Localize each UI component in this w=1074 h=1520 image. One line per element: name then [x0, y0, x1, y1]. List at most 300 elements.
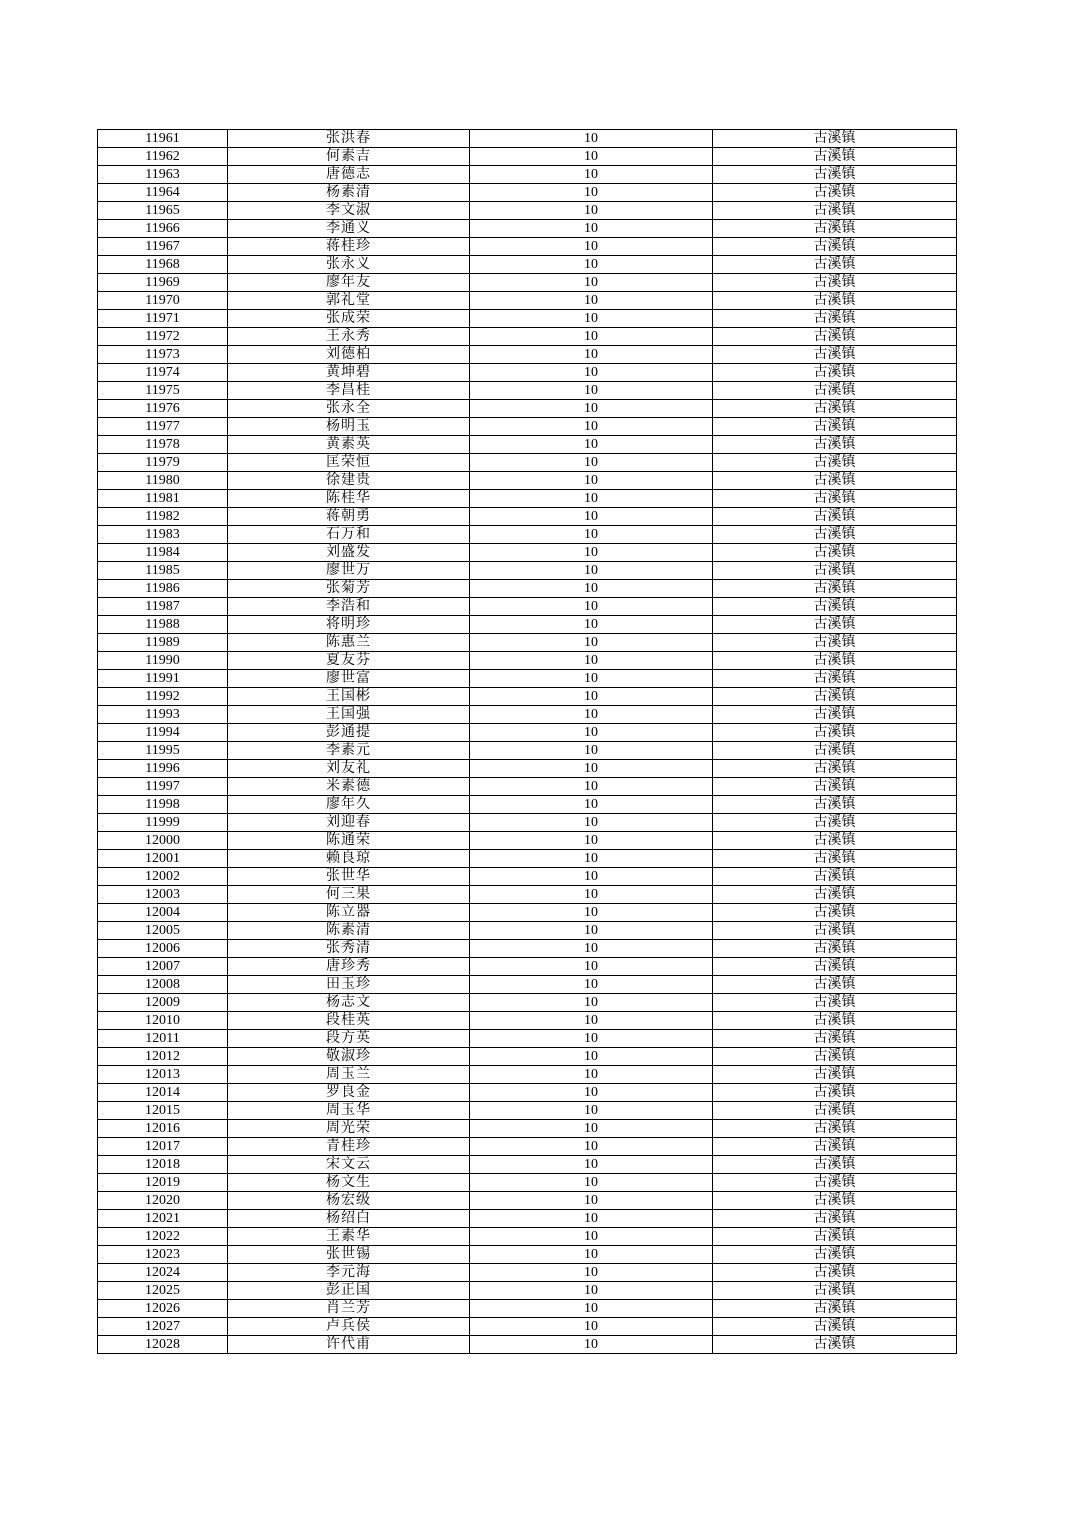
row-number-cell: 11976 — [98, 400, 228, 418]
name-cell: 张世锡 — [228, 1246, 470, 1264]
town-cell: 古溪镇 — [713, 778, 957, 796]
table-row — [98, 508, 957, 526]
row-number-cell: 12011 — [98, 1030, 228, 1048]
town-cell: 古溪镇 — [713, 310, 957, 328]
town-cell: 古溪镇 — [713, 1300, 957, 1318]
amount-cell: 10 — [470, 274, 713, 292]
amount-cell: 10 — [470, 706, 713, 724]
table-row — [98, 886, 957, 904]
town-cell: 古溪镇 — [713, 1192, 957, 1210]
table-row — [98, 526, 957, 544]
table-row — [98, 1318, 957, 1336]
amount-cell: 10 — [470, 1138, 713, 1156]
town-cell: 古溪镇 — [713, 202, 957, 220]
name-cell: 张洪春 — [228, 130, 470, 148]
town-cell: 古溪镇 — [713, 562, 957, 580]
town-cell: 古溪镇 — [713, 814, 957, 832]
name-cell: 肖兰芳 — [228, 1300, 470, 1318]
row-number-cell: 12015 — [98, 1102, 228, 1120]
amount-cell: 10 — [470, 508, 713, 526]
table-row — [98, 742, 957, 760]
row-number-cell: 11966 — [98, 220, 228, 238]
town-cell: 古溪镇 — [713, 670, 957, 688]
amount-cell: 10 — [470, 418, 713, 436]
name-cell: 王永秀 — [228, 328, 470, 346]
table-row — [98, 1192, 957, 1210]
table-row — [98, 400, 957, 418]
town-cell: 古溪镇 — [713, 742, 957, 760]
town-cell: 古溪镇 — [713, 1228, 957, 1246]
row-number-cell: 12013 — [98, 1066, 228, 1084]
table-row — [98, 1102, 957, 1120]
name-cell: 夏友芬 — [228, 652, 470, 670]
town-cell: 古溪镇 — [713, 1084, 957, 1102]
town-cell: 古溪镇 — [713, 1102, 957, 1120]
town-cell: 古溪镇 — [713, 598, 957, 616]
amount-cell: 10 — [470, 1228, 713, 1246]
town-cell: 古溪镇 — [713, 454, 957, 472]
table-row — [98, 364, 957, 382]
amount-cell: 10 — [470, 688, 713, 706]
name-cell: 李通义 — [228, 220, 470, 238]
amount-cell: 10 — [470, 1156, 713, 1174]
town-cell: 古溪镇 — [713, 256, 957, 274]
amount-cell: 10 — [470, 328, 713, 346]
name-cell: 李元海 — [228, 1264, 470, 1282]
name-cell: 刘德柏 — [228, 346, 470, 364]
row-number-cell: 11970 — [98, 292, 228, 310]
row-number-cell: 11995 — [98, 742, 228, 760]
row-number-cell: 11977 — [98, 418, 228, 436]
table-row — [98, 454, 957, 472]
town-cell: 古溪镇 — [713, 1048, 957, 1066]
name-cell: 杨文生 — [228, 1174, 470, 1192]
town-cell: 古溪镇 — [713, 148, 957, 166]
town-cell: 古溪镇 — [713, 1012, 957, 1030]
town-cell: 古溪镇 — [713, 238, 957, 256]
row-number-cell: 12026 — [98, 1300, 228, 1318]
row-number-cell: 12017 — [98, 1138, 228, 1156]
table-row — [98, 310, 957, 328]
amount-cell: 10 — [470, 886, 713, 904]
table-row — [98, 1084, 957, 1102]
amount-cell: 10 — [470, 670, 713, 688]
row-number-cell: 11993 — [98, 706, 228, 724]
amount-cell: 10 — [470, 454, 713, 472]
name-cell: 赖良琼 — [228, 850, 470, 868]
table-row — [98, 958, 957, 976]
name-cell: 杨绍白 — [228, 1210, 470, 1228]
name-cell: 张菊芳 — [228, 580, 470, 598]
amount-cell: 10 — [470, 1300, 713, 1318]
amount-cell: 10 — [470, 1084, 713, 1102]
amount-cell: 10 — [470, 1192, 713, 1210]
table-row — [98, 724, 957, 742]
amount-cell: 10 — [470, 472, 713, 490]
row-number-cell: 12027 — [98, 1318, 228, 1336]
amount-cell: 10 — [470, 904, 713, 922]
name-cell: 郭礼堂 — [228, 292, 470, 310]
amount-cell: 10 — [470, 976, 713, 994]
name-cell: 许代甫 — [228, 1336, 470, 1354]
table-row — [98, 238, 957, 256]
town-cell: 古溪镇 — [713, 1138, 957, 1156]
town-cell: 古溪镇 — [713, 976, 957, 994]
name-cell: 刘盛发 — [228, 544, 470, 562]
row-number-cell: 12000 — [98, 832, 228, 850]
table-row — [98, 328, 957, 346]
name-cell: 李昌桂 — [228, 382, 470, 400]
name-cell: 杨宏级 — [228, 1192, 470, 1210]
name-cell: 周玉华 — [228, 1102, 470, 1120]
amount-cell: 10 — [470, 310, 713, 328]
town-cell: 古溪镇 — [713, 1156, 957, 1174]
amount-cell: 10 — [470, 1030, 713, 1048]
row-number-cell: 12002 — [98, 868, 228, 886]
row-number-cell: 12009 — [98, 994, 228, 1012]
row-number-cell: 11996 — [98, 760, 228, 778]
town-cell: 古溪镇 — [713, 580, 957, 598]
town-cell: 古溪镇 — [713, 274, 957, 292]
name-cell: 李素元 — [228, 742, 470, 760]
table-row — [98, 598, 957, 616]
amount-cell: 10 — [470, 220, 713, 238]
name-cell: 李文淑 — [228, 202, 470, 220]
town-cell: 古溪镇 — [713, 994, 957, 1012]
town-cell: 古溪镇 — [713, 544, 957, 562]
amount-cell: 10 — [470, 868, 713, 886]
name-cell: 卢兵侯 — [228, 1318, 470, 1336]
town-cell: 古溪镇 — [713, 940, 957, 958]
row-number-cell: 11980 — [98, 472, 228, 490]
town-cell: 古溪镇 — [713, 184, 957, 202]
name-cell: 彭正国 — [228, 1282, 470, 1300]
town-cell: 古溪镇 — [713, 796, 957, 814]
name-cell: 杨素清 — [228, 184, 470, 202]
table-row — [98, 832, 957, 850]
amount-cell: 10 — [470, 724, 713, 742]
town-cell: 古溪镇 — [713, 220, 957, 238]
table-row — [98, 670, 957, 688]
row-number-cell: 11985 — [98, 562, 228, 580]
town-cell: 古溪镇 — [713, 364, 957, 382]
name-cell: 石万和 — [228, 526, 470, 544]
amount-cell: 10 — [470, 832, 713, 850]
amount-cell: 10 — [470, 400, 713, 418]
table-row — [98, 490, 957, 508]
row-number-cell: 12005 — [98, 922, 228, 940]
amount-cell: 10 — [470, 256, 713, 274]
town-cell: 古溪镇 — [713, 688, 957, 706]
name-cell: 张世华 — [228, 868, 470, 886]
row-number-cell: 12023 — [98, 1246, 228, 1264]
name-cell: 黄素英 — [228, 436, 470, 454]
amount-cell: 10 — [470, 796, 713, 814]
table-row — [98, 436, 957, 454]
row-number-cell: 11989 — [98, 634, 228, 652]
town-cell: 古溪镇 — [713, 1264, 957, 1282]
row-number-cell: 11965 — [98, 202, 228, 220]
name-cell: 陈通荣 — [228, 832, 470, 850]
amount-cell: 10 — [470, 544, 713, 562]
table-row — [98, 256, 957, 274]
table-row — [98, 850, 957, 868]
row-number-cell: 11984 — [98, 544, 228, 562]
town-cell: 古溪镇 — [713, 346, 957, 364]
row-number-cell: 11968 — [98, 256, 228, 274]
amount-cell: 10 — [470, 238, 713, 256]
town-cell: 古溪镇 — [713, 634, 957, 652]
table-row — [98, 760, 957, 778]
amount-cell: 10 — [470, 1246, 713, 1264]
name-cell: 宋文云 — [228, 1156, 470, 1174]
amount-cell: 10 — [470, 1264, 713, 1282]
table-row — [98, 796, 957, 814]
name-cell: 李浩和 — [228, 598, 470, 616]
name-cell: 将明珍 — [228, 616, 470, 634]
town-cell: 古溪镇 — [713, 490, 957, 508]
table-row — [98, 1210, 957, 1228]
table-row — [98, 166, 957, 184]
name-cell: 王素华 — [228, 1228, 470, 1246]
name-cell: 段方英 — [228, 1030, 470, 1048]
town-cell: 古溪镇 — [713, 616, 957, 634]
name-cell: 陈桂华 — [228, 490, 470, 508]
table-row — [98, 1228, 957, 1246]
amount-cell: 10 — [470, 580, 713, 598]
row-number-cell: 11971 — [98, 310, 228, 328]
name-cell: 杨明玉 — [228, 418, 470, 436]
amount-cell: 10 — [470, 1282, 713, 1300]
table-row — [98, 274, 957, 292]
amount-cell: 10 — [470, 940, 713, 958]
amount-cell: 10 — [470, 760, 713, 778]
table-row — [98, 922, 957, 940]
town-cell: 古溪镇 — [713, 1210, 957, 1228]
amount-cell: 10 — [470, 292, 713, 310]
name-cell: 张秀清 — [228, 940, 470, 958]
table-row — [98, 1174, 957, 1192]
table-row — [98, 814, 957, 832]
table-row — [98, 346, 957, 364]
table-body — [98, 130, 957, 1354]
table-row — [98, 904, 957, 922]
town-cell: 古溪镇 — [713, 1336, 957, 1354]
table-row — [98, 1336, 957, 1354]
table-row — [98, 580, 957, 598]
amount-cell: 10 — [470, 1102, 713, 1120]
table-row — [98, 1156, 957, 1174]
amount-cell: 10 — [470, 166, 713, 184]
table-row — [98, 868, 957, 886]
name-cell: 陈立器 — [228, 904, 470, 922]
name-cell: 张永全 — [228, 400, 470, 418]
town-cell: 古溪镇 — [713, 1120, 957, 1138]
table-row — [98, 616, 957, 634]
amount-cell: 10 — [470, 922, 713, 940]
table-row — [98, 418, 957, 436]
row-number-cell: 11967 — [98, 238, 228, 256]
row-number-cell: 12003 — [98, 886, 228, 904]
table-row — [98, 778, 957, 796]
town-cell: 古溪镇 — [713, 868, 957, 886]
amount-cell: 10 — [470, 1336, 713, 1354]
name-cell: 何三果 — [228, 886, 470, 904]
name-cell: 刘迎春 — [228, 814, 470, 832]
town-cell: 古溪镇 — [713, 1030, 957, 1048]
table-row — [98, 130, 957, 148]
table-row — [98, 1012, 957, 1030]
row-number-cell: 12014 — [98, 1084, 228, 1102]
amount-cell: 10 — [470, 994, 713, 1012]
town-cell: 古溪镇 — [713, 472, 957, 490]
town-cell: 古溪镇 — [713, 760, 957, 778]
table-row — [98, 220, 957, 238]
amount-cell: 10 — [470, 1174, 713, 1192]
table-row — [98, 688, 957, 706]
table-row — [98, 184, 957, 202]
row-number-cell: 12010 — [98, 1012, 228, 1030]
row-number-cell: 12028 — [98, 1336, 228, 1354]
row-number-cell: 11987 — [98, 598, 228, 616]
town-cell: 古溪镇 — [713, 436, 957, 454]
row-number-cell: 12020 — [98, 1192, 228, 1210]
row-number-cell: 12019 — [98, 1174, 228, 1192]
table-row — [98, 472, 957, 490]
town-cell: 古溪镇 — [713, 292, 957, 310]
table-row — [98, 202, 957, 220]
table-row — [98, 652, 957, 670]
name-cell: 蒋桂珍 — [228, 238, 470, 256]
table-row — [98, 544, 957, 562]
town-cell: 古溪镇 — [713, 400, 957, 418]
row-number-cell: 11992 — [98, 688, 228, 706]
amount-cell: 10 — [470, 850, 713, 868]
amount-cell: 10 — [470, 1120, 713, 1138]
amount-cell: 10 — [470, 958, 713, 976]
row-number-cell: 12012 — [98, 1048, 228, 1066]
town-cell: 古溪镇 — [713, 508, 957, 526]
town-cell: 古溪镇 — [713, 1174, 957, 1192]
town-cell: 古溪镇 — [713, 904, 957, 922]
table-row — [98, 1048, 957, 1066]
town-cell: 古溪镇 — [713, 526, 957, 544]
row-number-cell: 11981 — [98, 490, 228, 508]
name-cell: 王国彬 — [228, 688, 470, 706]
row-number-cell: 11972 — [98, 328, 228, 346]
table-row — [98, 706, 957, 724]
amount-cell: 10 — [470, 778, 713, 796]
town-cell: 古溪镇 — [713, 166, 957, 184]
town-cell: 古溪镇 — [713, 832, 957, 850]
row-number-cell: 12001 — [98, 850, 228, 868]
town-cell: 古溪镇 — [713, 328, 957, 346]
name-cell: 敬淑珍 — [228, 1048, 470, 1066]
town-cell: 古溪镇 — [713, 958, 957, 976]
amount-cell: 10 — [470, 1066, 713, 1084]
table-row — [98, 1300, 957, 1318]
amount-cell: 10 — [470, 382, 713, 400]
name-cell: 何素吉 — [228, 148, 470, 166]
row-number-cell: 11969 — [98, 274, 228, 292]
name-cell: 徐建贵 — [228, 472, 470, 490]
name-cell: 周玉兰 — [228, 1066, 470, 1084]
name-cell: 段桂英 — [228, 1012, 470, 1030]
row-number-cell: 11983 — [98, 526, 228, 544]
data-table — [97, 129, 957, 1354]
amount-cell: 10 — [470, 616, 713, 634]
name-cell: 廖年久 — [228, 796, 470, 814]
row-number-cell: 11990 — [98, 652, 228, 670]
row-number-cell: 11979 — [98, 454, 228, 472]
row-number-cell: 11988 — [98, 616, 228, 634]
amount-cell: 10 — [470, 562, 713, 580]
town-cell: 古溪镇 — [713, 418, 957, 436]
table-row — [98, 1066, 957, 1084]
name-cell: 黄坤碧 — [228, 364, 470, 382]
name-cell: 张永义 — [228, 256, 470, 274]
row-number-cell: 12024 — [98, 1264, 228, 1282]
row-number-cell: 11961 — [98, 130, 228, 148]
amount-cell: 10 — [470, 526, 713, 544]
amount-cell: 10 — [470, 1048, 713, 1066]
name-cell: 廖世万 — [228, 562, 470, 580]
name-cell: 陈素清 — [228, 922, 470, 940]
name-cell: 米素德 — [228, 778, 470, 796]
row-number-cell: 11964 — [98, 184, 228, 202]
amount-cell: 10 — [470, 436, 713, 454]
town-cell: 古溪镇 — [713, 1246, 957, 1264]
name-cell: 唐珍秀 — [228, 958, 470, 976]
row-number-cell: 11962 — [98, 148, 228, 166]
amount-cell: 10 — [470, 490, 713, 508]
amount-cell: 10 — [470, 184, 713, 202]
table-row — [98, 994, 957, 1012]
amount-cell: 10 — [470, 652, 713, 670]
name-cell: 刘友礼 — [228, 760, 470, 778]
name-cell: 杨志文 — [228, 994, 470, 1012]
table-row — [98, 634, 957, 652]
amount-cell: 10 — [470, 814, 713, 832]
row-number-cell: 11982 — [98, 508, 228, 526]
table-row — [98, 1264, 957, 1282]
table-row — [98, 1246, 957, 1264]
name-cell: 彭通提 — [228, 724, 470, 742]
row-number-cell: 12018 — [98, 1156, 228, 1174]
table-row — [98, 292, 957, 310]
row-number-cell: 12021 — [98, 1210, 228, 1228]
row-number-cell: 11999 — [98, 814, 228, 832]
name-cell: 田玉珍 — [228, 976, 470, 994]
row-number-cell: 11973 — [98, 346, 228, 364]
name-cell: 匡荣恒 — [228, 454, 470, 472]
row-number-cell: 11963 — [98, 166, 228, 184]
name-cell: 青桂珍 — [228, 1138, 470, 1156]
town-cell: 古溪镇 — [713, 886, 957, 904]
row-number-cell: 12007 — [98, 958, 228, 976]
amount-cell: 10 — [470, 742, 713, 760]
table-row — [98, 562, 957, 580]
name-cell: 廖世富 — [228, 670, 470, 688]
row-number-cell: 12008 — [98, 976, 228, 994]
town-cell: 古溪镇 — [713, 652, 957, 670]
town-cell: 古溪镇 — [713, 922, 957, 940]
name-cell: 陈惠兰 — [228, 634, 470, 652]
row-number-cell: 11997 — [98, 778, 228, 796]
name-cell: 王国强 — [228, 706, 470, 724]
row-number-cell: 11994 — [98, 724, 228, 742]
row-number-cell: 11978 — [98, 436, 228, 454]
